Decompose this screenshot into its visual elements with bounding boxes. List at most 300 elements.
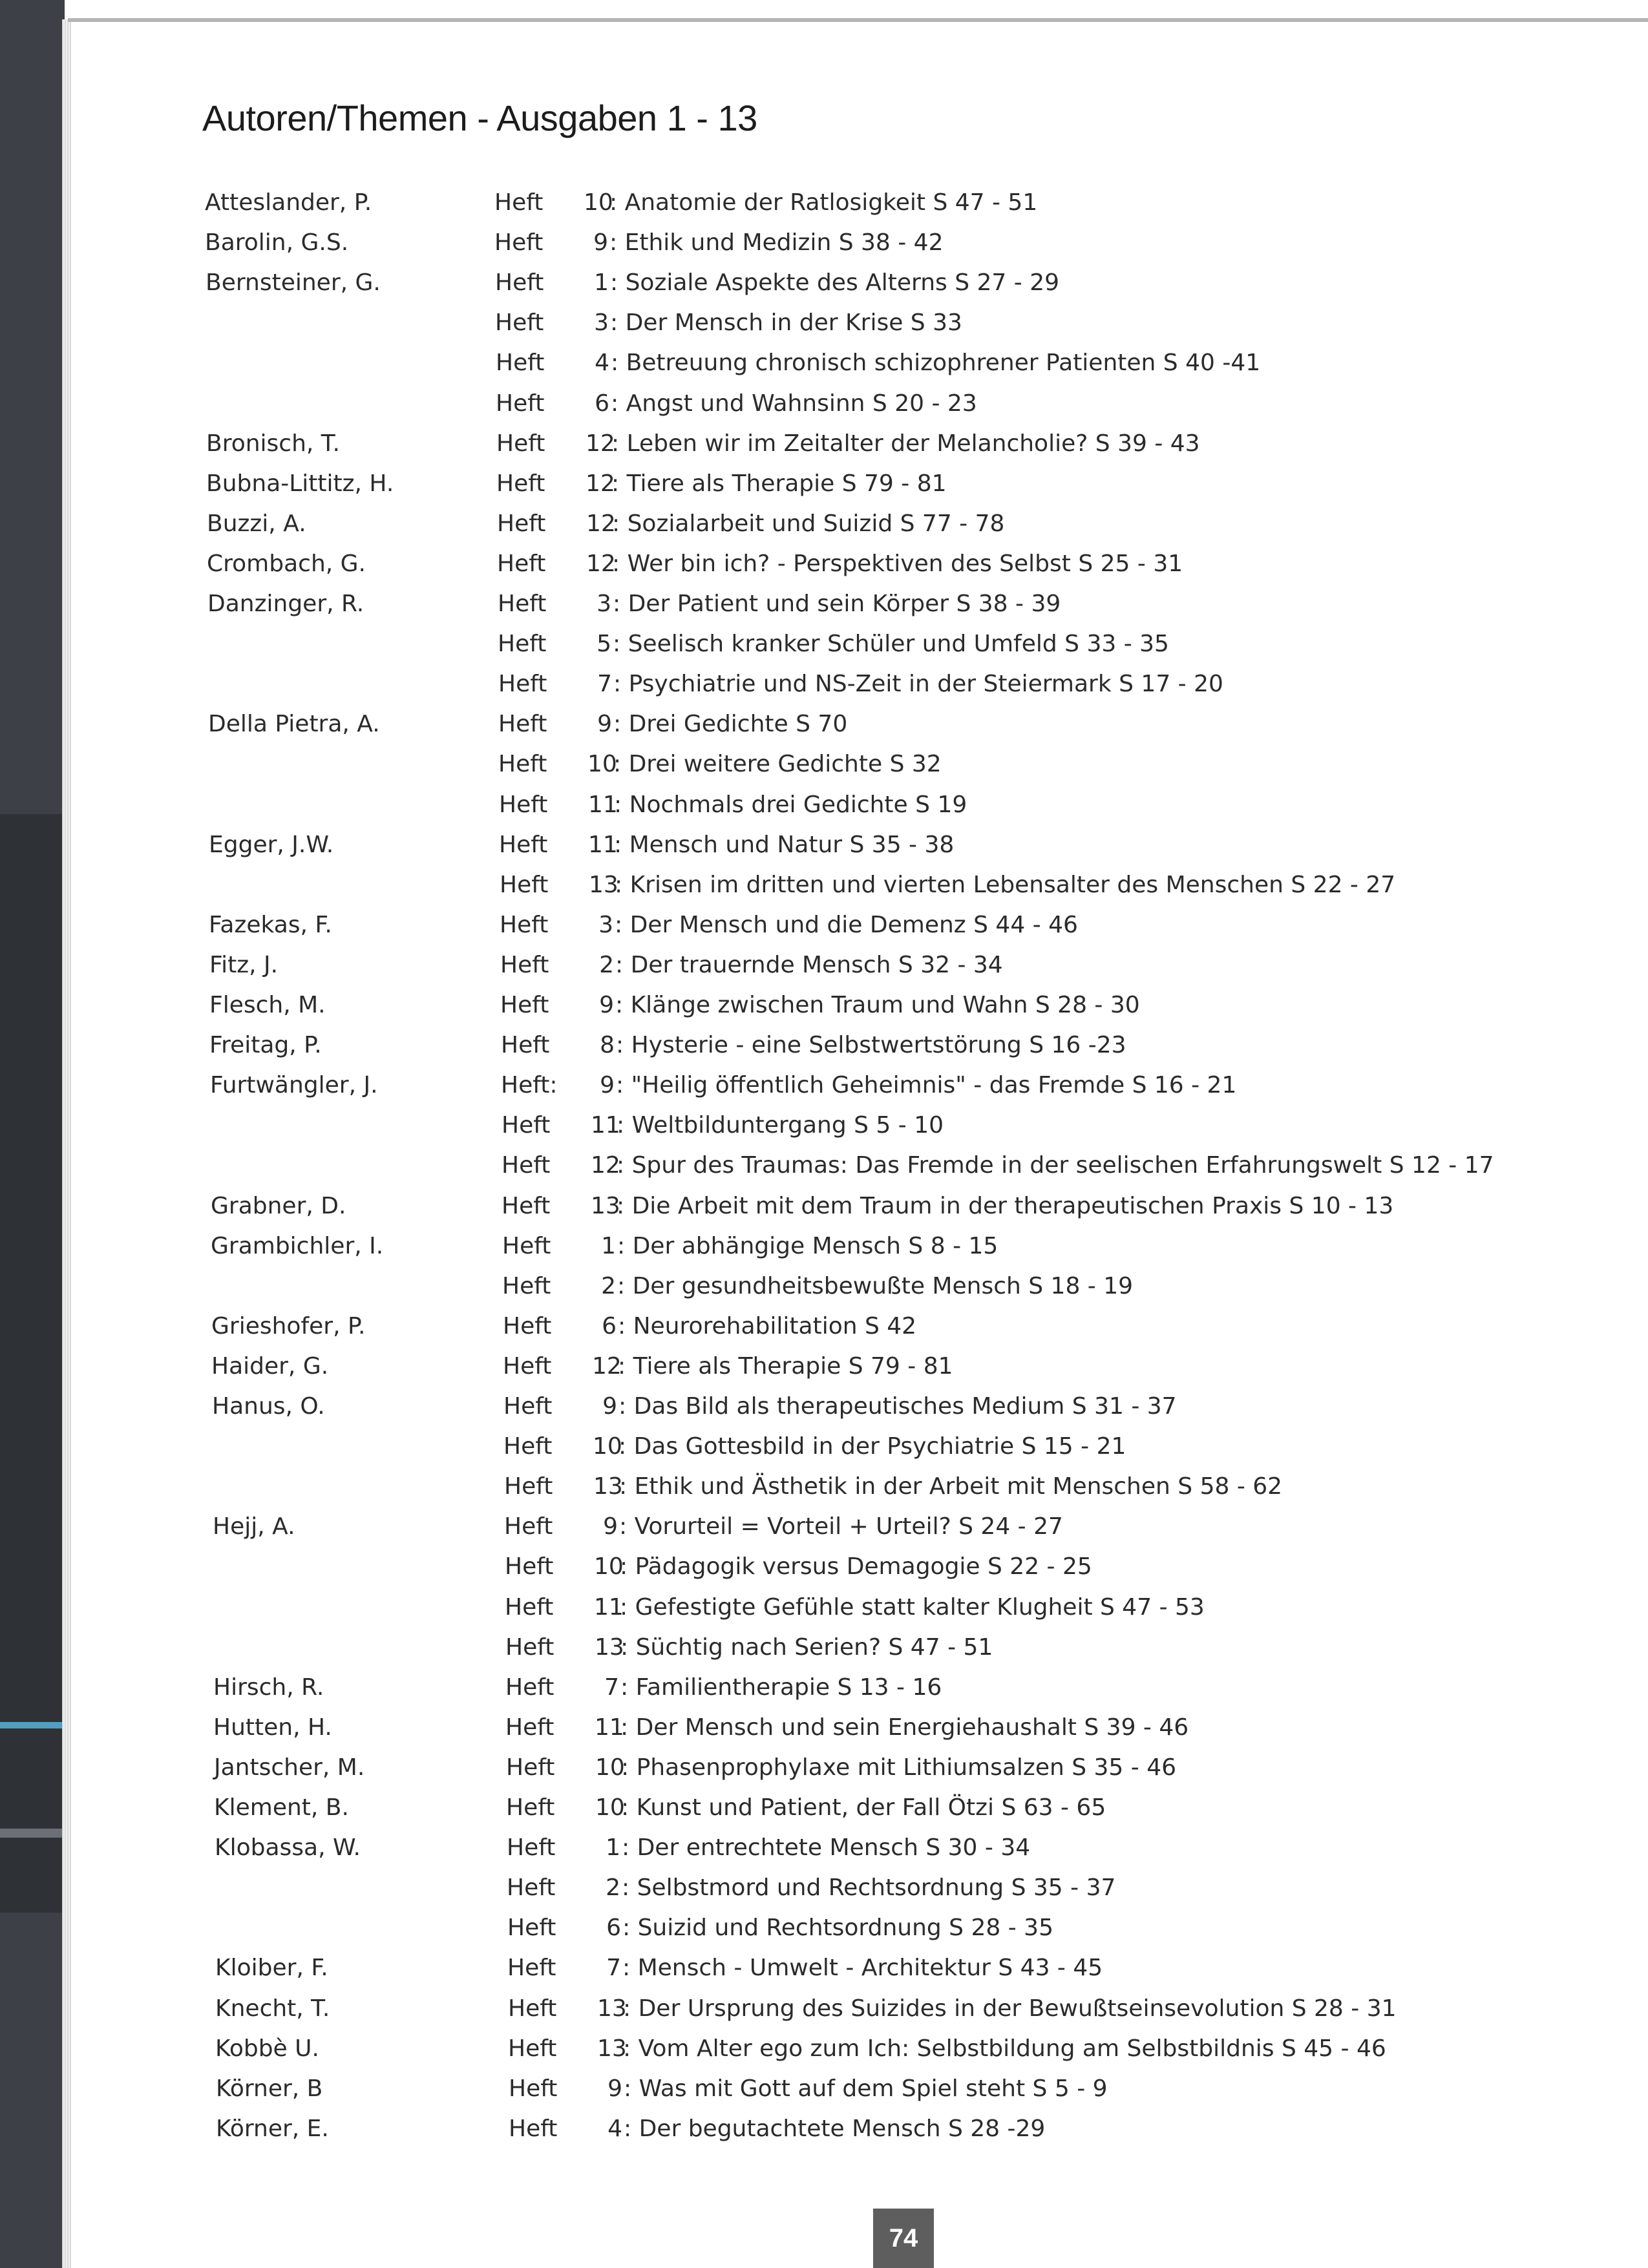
- issue-number: 7: [604, 1674, 619, 1701]
- issue-reference: [502, 1189, 1393, 1224]
- index-entry: [0, 467, 1648, 501]
- index-entry: [0, 1630, 1648, 1665]
- article-title: Soziale Aspekte des Alterns S 27 - 29: [625, 269, 1060, 296]
- heft-label: Heft: [498, 671, 547, 697]
- issue-reference: [505, 1549, 1092, 1584]
- issue-reference: [496, 346, 1260, 381]
- article-title: Drei weitere Gedichte S 32: [628, 751, 942, 777]
- issue-number: 9: [593, 229, 608, 256]
- heft-label: Heft: [496, 390, 545, 417]
- author-name: Hanus, O.: [212, 1393, 325, 1420]
- separator: :: [620, 1674, 636, 1701]
- index-entry: [0, 1509, 1648, 1544]
- separator: :: [619, 1513, 635, 1540]
- separator: :: [617, 1193, 632, 1219]
- issue-number: 4: [595, 350, 609, 376]
- issue-reference: [496, 426, 1200, 461]
- issue-reference: [505, 1630, 993, 1665]
- issue-reference: [507, 1871, 1115, 1906]
- issue-number: 2: [606, 1874, 620, 1901]
- heft-label: Heft: [509, 2075, 558, 2102]
- author-name: Flesch, M.: [209, 992, 326, 1018]
- article-title: Leben wir im Zeitalter der Melancholie? S 39 - 43: [626, 430, 1200, 457]
- index-entry: [0, 908, 1648, 943]
- issue-number: 7: [597, 671, 612, 697]
- author-name: Knecht, T.: [215, 1995, 330, 2022]
- issue-reference: [509, 2112, 1045, 2147]
- heft-label: Heft: [505, 1674, 555, 1701]
- article-title: Betreuung chronisch schizophrener Patienten S 40 -41: [626, 350, 1261, 376]
- issue-reference: [505, 1670, 942, 1705]
- issue-number: 6: [595, 390, 609, 417]
- index-entry: [0, 426, 1648, 461]
- issue-number: 7: [606, 1955, 621, 1981]
- issue-number: 10: [593, 1433, 622, 1460]
- index-entry: [0, 1911, 1648, 1946]
- author-name: Fitz, J.: [209, 952, 279, 978]
- heft-label: Heft: [505, 1634, 555, 1661]
- index-entry: [0, 828, 1648, 863]
- heft-label: Heft: [502, 1273, 551, 1299]
- issue-reference: [500, 988, 1140, 1023]
- separator: :: [613, 631, 628, 657]
- index-entry: [0, 226, 1648, 260]
- article-title: Ethik und Ästhetik in der Arbeit mit Menschen S 58 - 62: [634, 1473, 1283, 1500]
- separator: :: [612, 510, 628, 537]
- article-title: Mensch und Natur S 35 - 38: [629, 832, 955, 858]
- issue-number: 13: [595, 1634, 624, 1661]
- index-entry: [0, 1429, 1648, 1464]
- issue-reference: [495, 266, 1059, 300]
- article-title: Selbstmord und Rechtsordnung S 35 - 37: [637, 1874, 1116, 1901]
- issue-number: 12: [591, 1152, 620, 1179]
- heft-label: Heft: [502, 1152, 551, 1179]
- author-name: Grabner, D.: [211, 1193, 346, 1219]
- issue-reference: [499, 828, 954, 863]
- separator: :: [617, 1273, 633, 1299]
- heft-label: Heft: [502, 1112, 551, 1139]
- heft-label: Heft: [509, 2116, 558, 2142]
- page-title: Autoren/Themen - Ausgaben 1 - 13: [202, 98, 757, 138]
- article-title: Krisen im dritten und vierten Lebensalter des Menschen S 22 - 27: [629, 872, 1396, 898]
- author-name: Hutten, H.: [213, 1714, 332, 1741]
- index-entry: [0, 547, 1648, 582]
- article-title: Familientherapie S 13 - 16: [635, 1674, 942, 1701]
- article-title: Tiere als Therapie S 79 - 81: [626, 470, 947, 497]
- separator: :: [617, 1233, 633, 1259]
- author-name: Jantscher, M.: [214, 1754, 365, 1781]
- heft-label: Heft: [503, 1433, 553, 1460]
- article-title: Gefestigte Gefühle statt kalter Klugheit S 47 - 53: [635, 1594, 1205, 1621]
- separator: :: [623, 1995, 639, 2022]
- article-title: Der Mensch und sein Energiehaushalt S 39 - 46: [635, 1714, 1189, 1741]
- article-title: Nochmals drei Gedichte S 19: [629, 792, 967, 818]
- article-title: Süchtig nach Serien? S 47 - 51: [635, 1634, 993, 1661]
- issue-reference: [509, 2072, 1108, 2106]
- separator: :: [615, 952, 631, 978]
- heft-label: Heft: [499, 792, 548, 818]
- issue-reference: [500, 948, 1003, 983]
- article-title: Klänge zwischen Traum und Wahn S 28 - 30: [630, 992, 1140, 1018]
- issue-number: 9: [600, 1072, 615, 1098]
- article-title: Der begutachtete Mensch S 28 -29: [639, 2116, 1046, 2142]
- article-title: Der Mensch in der Krise S 33: [625, 310, 962, 336]
- issue-number: 2: [601, 1273, 616, 1299]
- heft-label: Heft: [503, 1393, 553, 1420]
- article-title: Vom Alter ego zum Ich: Selbstbildung am Selbstbildnis S 45 - 46: [638, 2035, 1386, 2062]
- issue-reference: [498, 707, 847, 742]
- heft-label: Heft: [494, 229, 544, 256]
- issue-number: 3: [594, 310, 609, 336]
- author-name: Haider, G.: [211, 1353, 329, 1380]
- separator: :: [618, 1353, 633, 1380]
- index-entry: [0, 2112, 1648, 2147]
- issue-reference: [499, 788, 967, 823]
- issue-reference: [495, 306, 962, 341]
- article-title: Wer bin ich? - Perspektiven des Selbst S 25 - 31: [627, 551, 1183, 577]
- issue-reference: [503, 1349, 953, 1384]
- heft-label: Heft: [505, 1714, 555, 1741]
- index-entry: [0, 507, 1648, 541]
- article-title: Drei Gedichte S 70: [628, 711, 848, 737]
- index-entry: [0, 1028, 1648, 1063]
- separator: :: [618, 1433, 634, 1460]
- separator: :: [613, 671, 629, 697]
- issue-number: 10: [584, 189, 613, 216]
- article-title: Der trauernde Mensch S 32 - 34: [630, 952, 1003, 978]
- heft-label: Heft: [502, 1193, 551, 1219]
- issue-number: 3: [597, 591, 611, 617]
- issue-reference: [503, 1429, 1126, 1464]
- issue-reference: [505, 1710, 1188, 1745]
- issue-number: 11: [588, 832, 618, 858]
- author-name: Buzzi, A.: [207, 510, 306, 537]
- separator: :: [618, 1393, 634, 1420]
- heft-label: Heft: [498, 591, 547, 617]
- issue-number: 1: [606, 1834, 620, 1861]
- separator: :: [617, 1112, 632, 1139]
- index-entry: [0, 988, 1648, 1023]
- separator: :: [615, 872, 630, 898]
- separator: :: [611, 430, 627, 457]
- index-entry: [0, 747, 1648, 782]
- separator: :: [616, 1072, 631, 1098]
- index-entry: [0, 1189, 1648, 1224]
- author-name: Hirsch, R.: [213, 1674, 324, 1701]
- issue-reference: [496, 467, 947, 501]
- heft-label: Heft: [507, 1834, 556, 1861]
- heft-label: Heft: [495, 310, 544, 336]
- issue-number: 10: [594, 1553, 624, 1580]
- issue-number: 12: [586, 430, 615, 457]
- article-title: Das Gottesbild in der Psychiatrie S 15 - 21: [633, 1433, 1126, 1460]
- author-name: Barolin, G.S.: [205, 229, 349, 256]
- index-entry: [0, 346, 1648, 381]
- heft-label: Heft: [500, 952, 549, 978]
- author-name: Grieshofer, P.: [211, 1313, 366, 1339]
- separator: :: [619, 1473, 635, 1500]
- article-title: Das Bild als therapeutisches Medium S 31 - 37: [633, 1393, 1177, 1420]
- author-name: Bubna-Littitz, H.: [206, 470, 394, 497]
- issue-number: 11: [594, 1594, 624, 1621]
- issue-reference: [502, 1229, 998, 1264]
- separator: :: [623, 2035, 639, 2062]
- article-title: Die Arbeit mit dem Traum in der therapeutischen Praxis S 10 - 13: [631, 1193, 1394, 1219]
- issue-number: 10: [595, 1754, 625, 1781]
- author-name: Kloiber, F.: [215, 1955, 328, 1981]
- article-title: Anatomie der Ratlosigkeit S 47 - 51: [624, 189, 1038, 216]
- index-entry: [0, 2032, 1648, 2066]
- issue-reference: [507, 1831, 1030, 1865]
- heft-label: Heft: [503, 1313, 552, 1339]
- separator: :: [621, 1794, 637, 1821]
- heft-label: Heft: [496, 470, 545, 497]
- separator: :: [620, 1714, 636, 1741]
- author-name: Egger, J.W.: [209, 832, 334, 858]
- issue-number: 3: [598, 912, 613, 938]
- heft-label: Heft: [505, 1594, 554, 1621]
- separator: :: [609, 189, 625, 216]
- index-entry: [0, 667, 1648, 702]
- heft-label: Heft: [508, 2035, 557, 2062]
- heft-label: Heft: [504, 1473, 553, 1500]
- separator: :: [615, 992, 631, 1018]
- author-name: Kobbè U.: [215, 2035, 319, 2062]
- author-name: Bernsteiner, G.: [206, 269, 381, 296]
- separator: :: [622, 1955, 638, 1981]
- issue-reference: [506, 1750, 1176, 1785]
- article-title: Was mit Gott auf dem Spiel steht S 5 - 9: [639, 2075, 1108, 2102]
- issue-number: 12: [586, 470, 615, 497]
- issue-number: 13: [591, 1193, 620, 1219]
- index-entry: [0, 587, 1648, 622]
- author-name: Klobassa, W.: [215, 1834, 361, 1861]
- issue-reference: [494, 226, 944, 260]
- page-number: 74: [873, 2209, 934, 2268]
- index-entry: [0, 1549, 1648, 1584]
- issue-reference: [507, 1951, 1103, 1986]
- index-entry: [0, 627, 1648, 662]
- heft-label: Heft: [507, 1915, 556, 1941]
- separator: :: [611, 350, 626, 376]
- separator: :: [613, 711, 629, 737]
- author-name: Danzinger, R.: [207, 591, 364, 617]
- author-name: Furtwängler, J.: [210, 1072, 378, 1098]
- separator: :: [613, 751, 629, 777]
- heft-label: Heft: [505, 1553, 554, 1580]
- index-entry: [0, 266, 1648, 300]
- index-entry: [0, 1229, 1648, 1264]
- issue-reference: [494, 185, 1037, 220]
- issue-reference: [497, 507, 1004, 541]
- issue-reference: [500, 868, 1395, 903]
- issue-number: 2: [599, 952, 614, 978]
- article-title: Der Mensch und die Demenz S 44 - 46: [629, 912, 1078, 938]
- index-entry: [0, 1871, 1648, 1906]
- heft-label: Heft: [508, 1995, 557, 2022]
- heft-label: Heft: [504, 1513, 553, 1540]
- article-title: Der abhängige Mensch S 8 - 15: [632, 1233, 998, 1259]
- heft-label: Heft: [497, 551, 546, 577]
- issue-reference: [501, 1068, 1236, 1103]
- issue-number: 10: [595, 1794, 625, 1821]
- article-title: Neurorehabilitation S 42: [633, 1313, 917, 1339]
- issue-reference: [500, 908, 1078, 943]
- heft-label: Heft: [497, 510, 546, 537]
- heft-label: Heft: [507, 1955, 556, 1981]
- author-name: Hejj, A.: [213, 1513, 295, 1540]
- issue-number: 4: [607, 2116, 622, 2142]
- article-title: Seelisch kranker Schüler und Umfeld S 33 - 35: [628, 631, 1169, 657]
- heft-label: Heft:: [501, 1072, 558, 1098]
- heft-label: Heft: [500, 992, 549, 1018]
- issue-reference: [498, 587, 1061, 622]
- author-name: Grambichler, I.: [211, 1233, 384, 1259]
- article-title: Spur des Traumas: Das Fremde in der seelischen Erfahrungswelt S 12 - 17: [631, 1152, 1494, 1179]
- issue-number: 9: [603, 1513, 618, 1540]
- issue-number: 12: [592, 1353, 622, 1380]
- article-title: Der entrechtete Mensch S 30 - 34: [637, 1834, 1031, 1861]
- index-entry: [0, 948, 1648, 983]
- heft-label: Heft: [502, 1233, 551, 1259]
- index-entry: [0, 1068, 1648, 1103]
- index-entry: [0, 1951, 1648, 1986]
- heft-label: Heft: [507, 1874, 556, 1901]
- issue-reference: [502, 1148, 1494, 1183]
- issue-number: 6: [602, 1313, 617, 1339]
- article-title: Mensch - Umwelt - Architektur S 43 - 45: [637, 1955, 1103, 1981]
- separator: :: [610, 269, 626, 296]
- issue-number: 9: [607, 2075, 622, 2102]
- issue-reference: [502, 1108, 944, 1143]
- index-entry: [0, 1710, 1648, 1745]
- separator: :: [610, 310, 626, 336]
- heft-label: Heft: [494, 189, 544, 216]
- heft-label: Heft: [499, 832, 548, 858]
- article-title: Psychiatrie und NS-Zeit in der Steiermark S 17 - 20: [628, 671, 1223, 697]
- separator: :: [621, 1754, 637, 1781]
- issue-number: 13: [589, 872, 618, 898]
- index-entry: [0, 1148, 1648, 1183]
- article-title: Sozialarbeit und Suizid S 77 - 78: [627, 510, 1005, 537]
- issue-reference: [497, 547, 1183, 582]
- issue-reference: [508, 2032, 1386, 2066]
- issue-number: 1: [594, 269, 609, 296]
- author-name: Klement, B.: [214, 1794, 349, 1821]
- index-entry: [0, 1790, 1648, 1825]
- author-name: Della Pietra, A.: [208, 711, 380, 737]
- separator: :: [611, 390, 626, 417]
- index-entry: [0, 1389, 1648, 1424]
- separator: :: [615, 912, 630, 938]
- separator: :: [614, 832, 629, 858]
- index-entry: [0, 1831, 1648, 1865]
- heft-label: Heft: [506, 1794, 555, 1821]
- article-title: Suizid und Rechtsordnung S 28 - 35: [637, 1915, 1053, 1941]
- author-name: Crombach, G.: [207, 551, 366, 577]
- separator: :: [614, 792, 629, 818]
- separator: :: [618, 1313, 633, 1339]
- author-name: Bronisch, T.: [206, 430, 340, 457]
- index-entry: [0, 788, 1648, 823]
- article-title: Vorurteil = Vorteil + Urteil? S 24 - 27: [634, 1513, 1063, 1540]
- issue-reference: [502, 1269, 1133, 1304]
- index-entry: [0, 707, 1648, 742]
- issue-number: 10: [587, 751, 617, 777]
- article-title: Der Ursprung des Suizides in der Bewußtseinsevolution S 28 - 31: [638, 1995, 1397, 2022]
- index-entry: [0, 1670, 1648, 1705]
- issue-number: 6: [606, 1915, 621, 1941]
- index-entry: [0, 2072, 1648, 2106]
- separator: :: [620, 1553, 635, 1580]
- issue-reference: [506, 1790, 1106, 1825]
- index-entry: [0, 1590, 1648, 1625]
- author-name: Freitag, P.: [209, 1032, 322, 1058]
- heft-label: Heft: [503, 1353, 552, 1380]
- issue-number: 11: [591, 1112, 620, 1139]
- article-title: Ethik und Medizin S 38 - 42: [624, 229, 944, 256]
- index-entry: [0, 306, 1648, 341]
- index-entry: [0, 1750, 1648, 1785]
- index-entry: [0, 1349, 1648, 1384]
- index-entry: [0, 1309, 1648, 1344]
- issue-reference: [508, 1991, 1397, 2026]
- heft-label: Heft: [501, 1032, 550, 1058]
- separator: :: [622, 1834, 637, 1861]
- separator: :: [620, 1634, 636, 1661]
- issue-reference: [505, 1590, 1205, 1625]
- separator: :: [612, 551, 628, 577]
- issue-reference: [496, 386, 977, 421]
- index-entry: [0, 1991, 1648, 2026]
- separator: :: [620, 1594, 635, 1621]
- article-title: Kunst und Patient, der Fall Ötzi S 63 - 65: [636, 1794, 1106, 1821]
- heft-label: Heft: [495, 269, 544, 296]
- index-entry: [0, 1108, 1648, 1143]
- issue-reference: [498, 627, 1169, 662]
- index-entry: [0, 868, 1648, 903]
- issue-number: 13: [593, 1473, 623, 1500]
- heft-label: Heft: [496, 430, 545, 457]
- article-title: Phasenprophylaxe mit Lithiumsalzen S 35 - 46: [636, 1754, 1177, 1781]
- separator: :: [622, 1874, 637, 1901]
- issue-number: 5: [597, 631, 611, 657]
- article-title: Angst und Wahnsinn S 20 - 23: [626, 390, 977, 417]
- issue-reference: [507, 1911, 1053, 1946]
- article-title: Der Patient und sein Körper S 38 - 39: [628, 591, 1061, 617]
- issue-reference: [503, 1389, 1177, 1424]
- index-entry: [0, 1269, 1648, 1304]
- issue-number: 13: [597, 2035, 627, 2062]
- issue-reference: [504, 1469, 1282, 1504]
- separator: :: [624, 2116, 639, 2142]
- issue-number: 13: [597, 1995, 627, 2022]
- separator: :: [609, 229, 625, 256]
- issue-number: 9: [599, 992, 614, 1018]
- issue-number: 11: [595, 1714, 624, 1741]
- heft-label: Heft: [498, 711, 547, 737]
- author-name: Atteslander, P.: [205, 189, 372, 216]
- heft-label: Heft: [500, 872, 549, 898]
- index-entry: [0, 185, 1648, 220]
- issue-number: 8: [600, 1032, 615, 1058]
- issue-reference: [498, 667, 1223, 702]
- separator: :: [611, 470, 627, 497]
- issue-number: 11: [588, 792, 618, 818]
- issue-number: 1: [601, 1233, 616, 1259]
- index-entry: [0, 386, 1648, 421]
- heft-label: Heft: [498, 631, 547, 657]
